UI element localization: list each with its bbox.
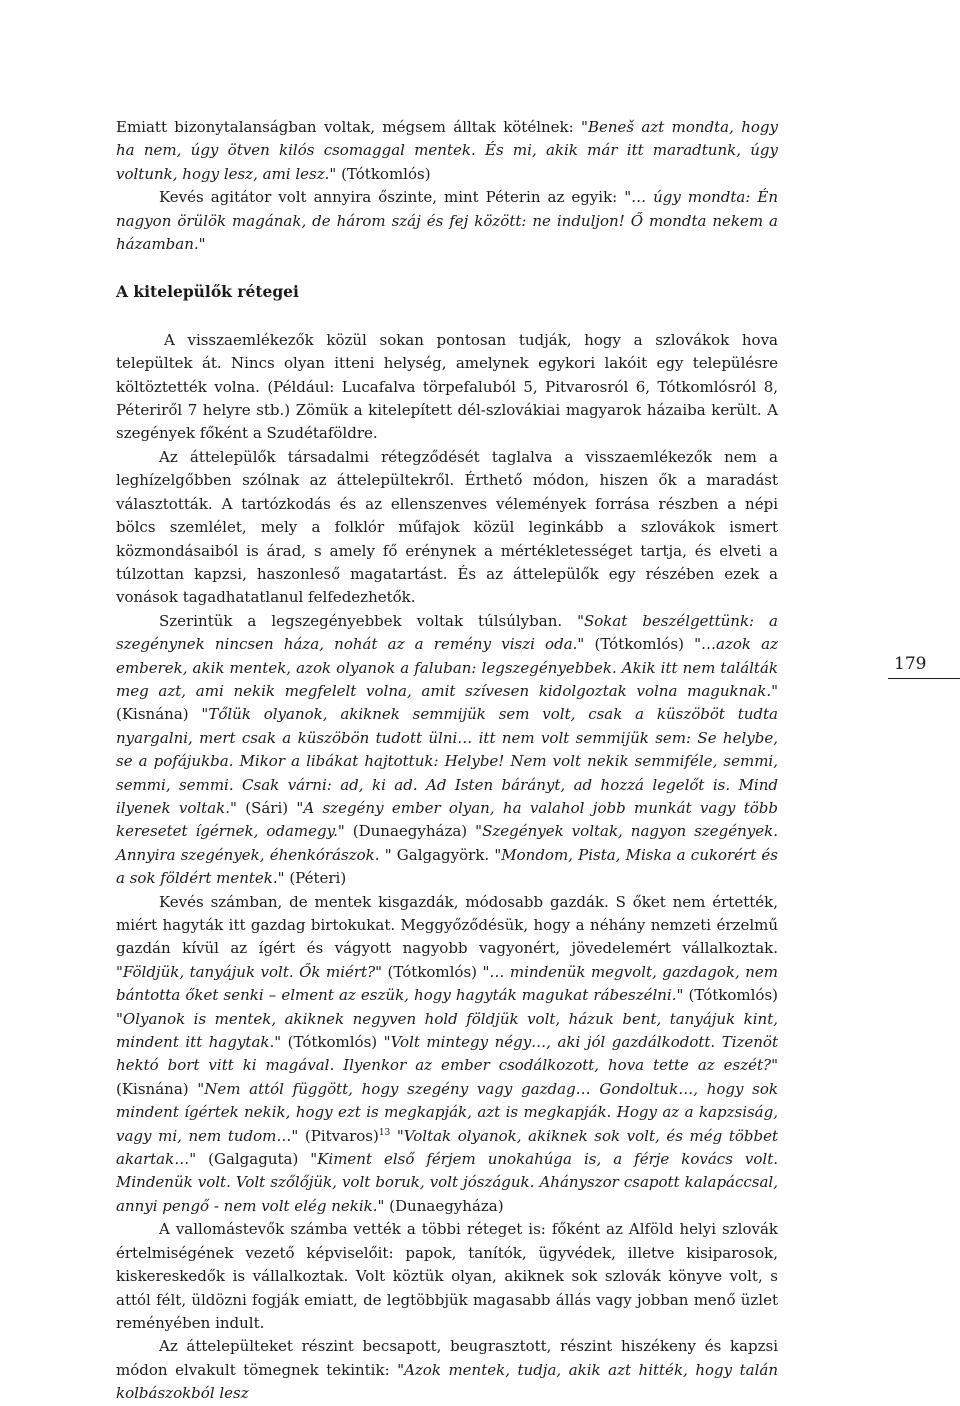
page-number-rule	[888, 678, 960, 679]
section-body	[116, 329, 778, 1406]
paragraph: Kevés agitátor volt annyira őszinte, mint Péterin az egyik: "… úgy mondta: Én nagyon örülök magának, de három száj és fej között: ne induljon! Ő mondta nekem a házamban."	[116, 188, 778, 254]
paragraph: A visszaemlékezők közül sokan pontosan tudják, hogy a szlovákok hova települtek át. Nincs olyan itteni helység, amelynek egykori lakóit egy településre költöztették volna. (Például: Lucafalva törpefaluból 5, Pitvarosról 6, Tótkomlósról 8, Péteriről 7 helyre stb.) Zömük a kitelepített dél-szlovákiai magyarok házaiba került. A szegények főként a Szudétaföldre.	[116, 330, 778, 443]
footnote-marker: 13	[378, 1127, 391, 1138]
paragraph: Az áttelepülteket részint becsapott, beugrasztott, részint hiszékeny és kapzsi módon elvakult tömegnek tekintik: "Azok mentek, tudja, akik azt hitték, hogy talán kolbászokból lesz	[116, 1337, 778, 1403]
page-number: 179	[894, 654, 927, 674]
paragraph: Emiatt bizonytalanságban voltak, mégsem álltak kötélnek: "Beneš azt mondta, hogy ha nem, úgy ötven kilós csomaggal mentek. És mi, akik már itt maradtunk, úgy voltunk, hogy lesz, ami lesz." (Tótkomlós)	[116, 118, 778, 183]
paragraph: Szerintük a legszegényebbek voltak túlsúlyban. "Sokat beszélgettünk: a szegénynek nincsen háza, nohát az a remény viszi oda." (Tótkomlós) "…azok az emberek, akik mentek, azok olyanok a faluban: legszegényebbek. Akik itt nem találták meg azt, ami nekik megfelelt volna, amit szívesen kidolgoztak volna maguknak." (Kisnána) "Tőlük olyanok, akiknek semmijük sem volt, csak a küszöböt tudta nyargalni, mert csak a küszöbön tudott ülni… itt nem volt semmijük sem: Se helybe, se a pofájukba. Mikor a libákat hajtottuk: Helybe! Nem volt nekik semmiféle, semmi, semmi, semmi. Csak várni: ad, ki ad. Ad Isten bárányt, ad hozzá legelőt is. Mind ilyenek voltak." (Sári) "A szegény ember olyan, ha valahol jobb munkát vagy több keresetet ígérnek, odamegy." (Dunaegyháza) "Szegények voltak, nagyon szegények. Annyira szegények, éhenkórászok. " Galgagyörk. "Mondom, Pista, Miska a cukorért és a sok földért mentek." (Péteri)	[116, 611, 778, 888]
paragraph: Kevés számban, de mentek kisgazdák, módosabb gazdák. S őket nem értették, miért hagyták itt gazdag birtokukat. Meggyőződésük, hogy a néhány nemzeti érzelmű gazdán kívül az ígért és vágyott nagyobb vagyonért, jövedelemért vállalkoztak. "Földjük, tanyájuk volt. Ők miért?" (Tótkomlós) "… mindenük megvolt, gazdagok, nem bántotta őket senki – elment az eszük, hogy hagyták magukat rábeszélni." (Tótkomlós) "Olyanok is mentek, akiknek negyven hold földjük volt, házuk bent, tanyájuk kint, mindent itt hagytak." (Tótkomlós) "Volt mintegy négy…, aki jól gazdálkodott. Tizenöt hektó bort vitt ki magával. Ilyenkor az ember csodálkozott, hova tette az eszét?" (Kisnána) "Nem attól függött, hogy szegény vagy gazdag… Gondoltuk…, hogy sok mindent ígértek nekik, hogy ezt is megkapják, azt is megkapják. Hogy az a kapzsiság, vagy mi, nem tudom…" (Pitvaros)$^{13}$ "Voltak olyanok, akiknek sok volt, és még többet akartak…" (Galgaguta) "Kiment első férjem unokahúga is, a férje kovács volt. Mindenük volt. Volt szőlőjük, volt boruk, volt jószáguk. Ahányszor csapott kalapáccsal, annyi pengő - nem volt elég nekik." (Dunaegyháza)	[116, 892, 779, 1215]
page-body	[116, 116, 778, 1406]
paragraph: Az áttelepülők társadalmi rétegződését taglalva a visszaemlékezők nem a leghízelgőbben szólnak az áttelepültekről. Érthető módon, hiszen ők a maradást választották. A tartózkodás és az ellenszenves vélemények forrása részben a népi bölcs szemlélet, mely a folklór műfajok közül leginkább a szlovákok ismert közmondásaiból is árad, s amely fő erénynek a mértékletességet tartja, és elveti a túlzottan kapzsi, haszonleső magatartást. És az áttelepülők egy részében ezek a vonások tagadhatatlanul felfedezhetők.	[116, 447, 778, 607]
section-heading: A kitelepülők rétegei	[116, 282, 299, 302]
paragraph: A vallomástevők számba vették a többi réteget is: főként az Alföld helyi szlovák értelmiségének vezető képviselőit: papok, tanítók, ügyvédek, illetve kisiparosok, kiskereskedők is vállalkoztak. Volt köztük olyan, akiknek sok szlovák könyve volt, s attól félt, üldözni fogják emiatt, de legtöbbjük magasabb állás vagy jobban menő üzlet reményében indult.	[116, 1220, 778, 1332]
